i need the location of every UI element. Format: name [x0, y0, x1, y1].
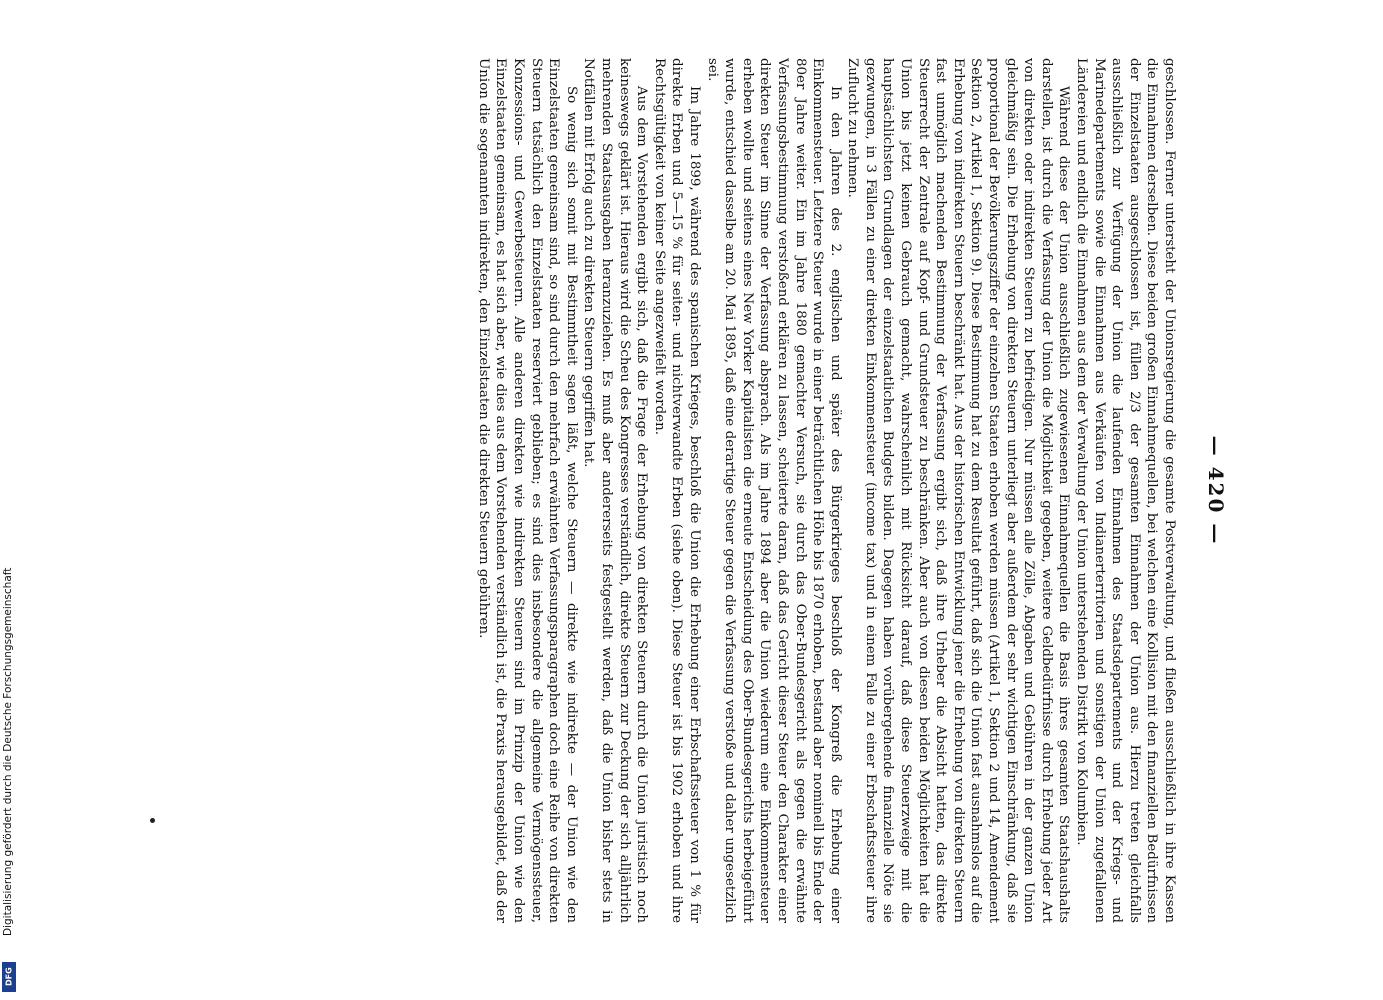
page-number: — 420 — — [1204, 435, 1228, 546]
ink-dot — [150, 818, 155, 823]
paragraph-5: Aus dem Vorstehenden ergibt sich, daß die Frage der Erhebung von direkten Steuern durch die Union juristisch noch keineswegs geklärt ist. Hieraus wird die Scheu des Kongresses verständlich, direkte Steuern zur Deckung der sich alljährlich mehrenden Staatsausgaben heranzuziehen. Es muß aber andererseits festgestellt werden, daß die Union bisher stets in Notfällen mit Erfolg auch zu direkten Steuern gegriffen hat. — [581, 58, 650, 923]
paragraph-3: In den Jahren des 2. englischen und später des Bürgerkrieges beschloß der Kongreß die Erhebung einer Einkommensteuer. Letztere Steuer wurde in einer beträchtlichen Höhe bis 1870 erhoben, bestand aber nominell bis Ende der 80er Jahre weiter. Ein im Jahre 1880 gemachter Versuch, sie durch das Ober-Bundesgericht als gegen die erwähnte Verfassungsbestimmung verstoßend erklären zu lassen, scheiterte daran, daß das Gericht dieser Steuer den Charakter einer direkten Steuer im Sinne der Verfassung absprach. Als im Jahre 1894 aber die Union wiederum eine Einkommensteuer erheben wollte und seitens eines New Yorker Kapitalisten die erneute Entscheidung des Ober-Bundesgerichts herbeigeführt wurde, entschied dasselbe am 20. Mai 1895, daß eine derartige Steuer gegen die Verfassung verstoße und daher ungesetzlich sei. — [704, 58, 843, 923]
digitization-credit: Digitalisierung gefördert durch die Deutsche Forschungsgemeinschaft — [2, 567, 14, 936]
rotated-page — [148, 58, 1238, 923]
dfg-logo: DFG — [2, 962, 16, 992]
paragraph-2: Während diese der Union ausschließlich zugewiesenen Einnahmequellen die Basis ihres gesamten Staatshaushalts darstellen, ist durch die Verfassung der Union die Möglichkeit gegeben, weitere Geldbedürfnisse durch Erhebung jeder Art von direkten oder indirekten Steuern zu befriedigen. Nur müssen alle Zölle, Abgaben und Gebühren in der ganzen Union gleichmäßig sein. Die Erhebung von direkten Steuern unterliegt aber außerdem der sehr wichtigen Einschränkung, daß sie proportional der Bevölkerungsziffer der einzelnen Staaten erhoben werden müssen (Artikel 1, Sektion 2 und 14, Amendement Sektion 2, Artikel 1, Sektion 9). Diese Bestimmung hat zu dem Resultat geführt, daß sich die Union fast ausnahmslos auf die Erhebung von indirekten Steuern beschränkt hat. Aus der historischen Entwicklung jener die Erhebung von direkten Steuern fast unmöglich machenden Bestimmung der Verfassung ergibt sich, daß ihre Urheber die Absicht hatten, das direkte Steuerrecht der Zentrale auf Kopf- und Grundsteuer zu beschränken. Aber auch von diesen beiden Möglichkeiten hat die Union bis jetzt keinen Gebrauch gemacht, wahrscheinlich mit Rücksicht darauf, daß diese Steuerzweige mit die hauptsächlichsten Grundlagen der einzelstaatlichen Budgets bilden. Dagegen haben vorübergehende finanzielle Nöte sie gezwungen, in 3 Fällen zu einer direkten Einkommensteuer (income tax) und in einem Falle zu einer Erbschaftssteuer ihre Zuflucht zu nehmen. — [845, 58, 1072, 923]
paragraph-6: So wenig sich somit mit Bestimmtheit sagen läßt, welche Steuern — direkte wie indirekte — der Union wie den Einzelstaaten gemeinsam sind, so sind durch den mehrfach erwähnten Verfassungsparagraphen doch eine Reihe von direkten Steuern tatsächlich den Einzelstaaten reserviert geblieben; es sind dies insbesondere die allgemeine Vermögenssteuer, Konzessions- und Gewerbesteuern. Alle anderen direkten wie indirekten Steuern sind im Prinzip der Union wie den Einzelstaaten gemeinsam, es hat sich aber, wie dies aus dem Vorstehenden verständlich ist, die Praxis herausgebildet, daß der Union die sogenannten indirekten, den Einzelstaaten die direkten Steuern gebühren. — [475, 58, 579, 923]
paragraph-1: geschlossen. Ferner untersteht der Unionsregierung die gesamte Postverwaltung, und fließen ausschließlich in ihre Kassen die Einnahmen derselben. Diese beiden großen Einnahmequellen, bei welchen eine Kollision mit den finanziellen Bedürfnissen der Einzelstaaten ausgeschlossen ist, füllen 2/3 der gesamten Einnahmen der Union aus. Hierzu treten gleichfalls ausschließlich zur Verfügung der Union die laufenden Einnahmen des Staatsdepartements und der Kriegs- und Marinedepartements sowie die Einnahmen aus Verkäufen von Indianerterritorien und sonstigen der Union zugefallenen Ländereien und endlich die Einnahmen aus dem der Verwaltung der Union unterstehenden Distrikt von Kolumbien. — [1074, 58, 1177, 923]
paragraph-4: Im Jahre 1899, während des spanischen Krieges, beschloß die Union die Erhebung einer Erbschaftssteuer von 1 % für direkte Erben und 5—15 % für seiten- und nichtverwandte Erben (siehe oben). Diese Steuer ist bis 1902 erhoben und ihre Rechtsgültigkeit von keiner Seite angezweifelt worden. — [651, 58, 702, 923]
body-text — [474, 58, 1178, 923]
